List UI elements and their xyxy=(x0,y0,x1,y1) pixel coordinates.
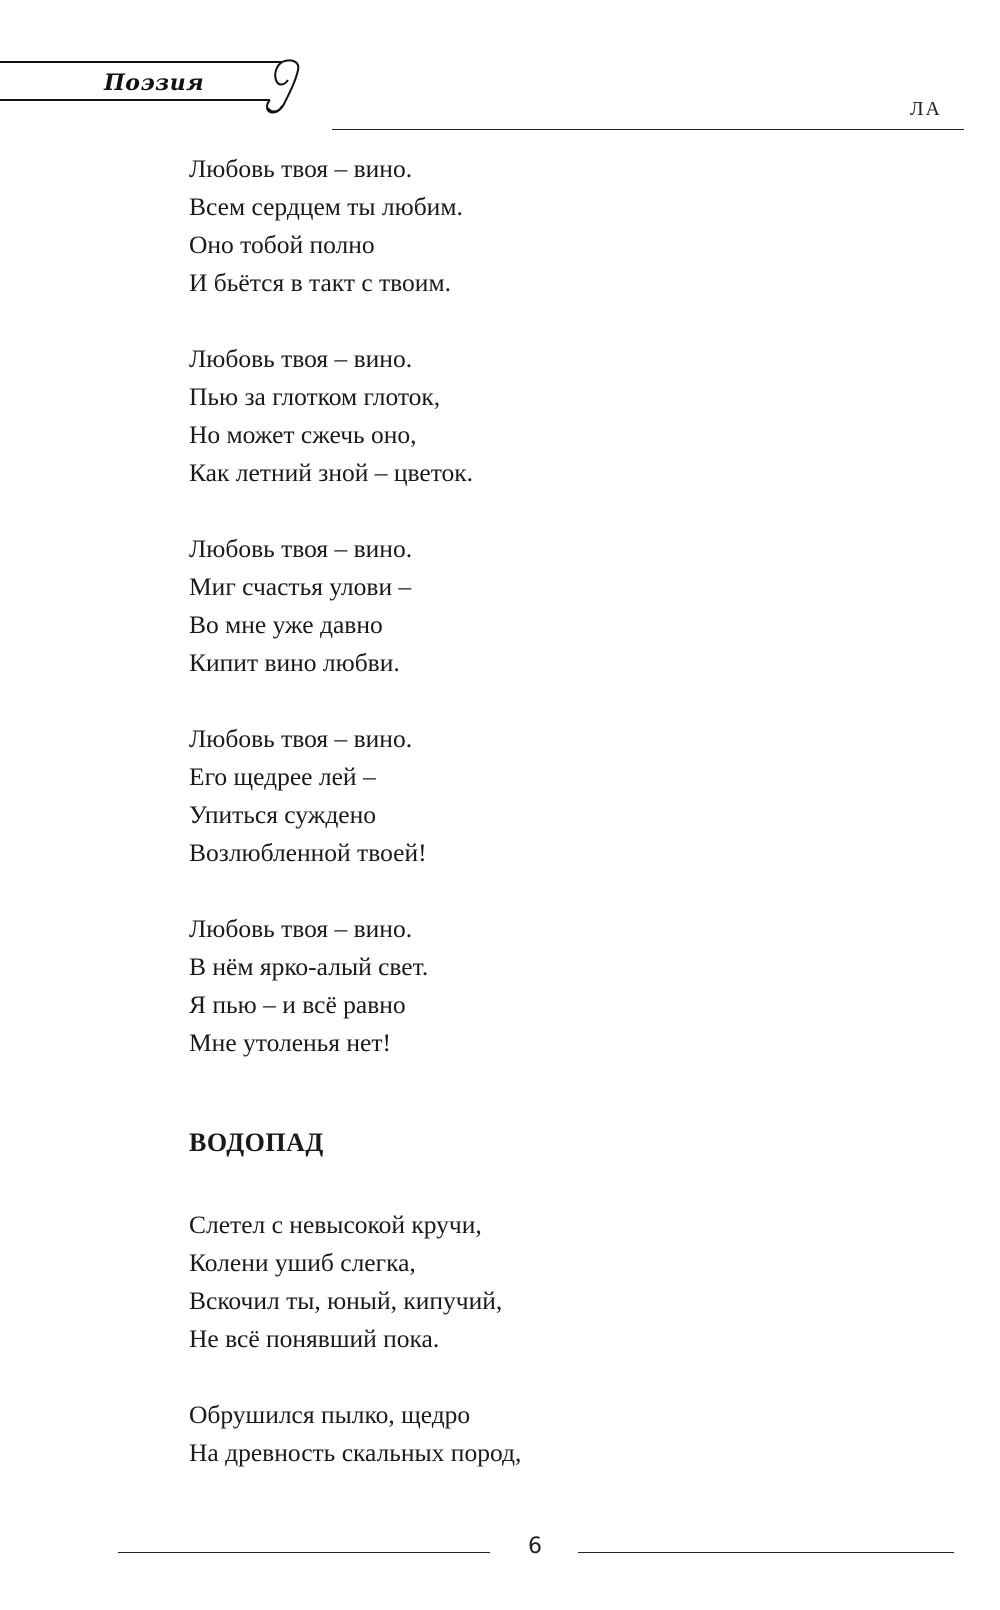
poem xyxy=(189,150,909,1062)
page-number: 6 xyxy=(528,1534,542,1559)
verse-line: Слетел с невысокой кручи, xyxy=(189,1210,482,1239)
verse-line: Пью за глотком глоток, xyxy=(189,382,441,411)
verse-line: Оно тобой полно xyxy=(189,230,375,259)
verse-line: Во мне уже давно xyxy=(189,610,383,639)
section-label: Поэзия xyxy=(104,70,205,96)
header-rule xyxy=(332,129,964,130)
verse-line: Любовь твоя – вино. xyxy=(189,154,413,183)
stanza xyxy=(189,720,909,872)
verse-line: Кипит вино любви. xyxy=(189,648,400,677)
stanza xyxy=(189,1206,909,1358)
page-content xyxy=(189,150,909,1510)
page-footer xyxy=(0,1530,1000,1570)
poem xyxy=(189,1124,909,1472)
verse-line: На древность скальных пород, xyxy=(189,1438,522,1467)
verse-line: Любовь твоя – вино. xyxy=(189,914,413,943)
verse-line: Но может сжечь оно, xyxy=(189,420,417,449)
stanza xyxy=(189,530,909,682)
verse-line: И бьётся в такт с твоим. xyxy=(189,268,451,297)
verse-line: Миг счастья улови – xyxy=(189,572,412,601)
verse-line: Любовь твоя – вино. xyxy=(189,344,413,373)
verse-line: Любовь твоя – вино. xyxy=(189,724,413,753)
verse-line: Возлюбленной твоей! xyxy=(189,838,427,867)
verse-line: В нём ярко-алый свет. xyxy=(189,952,429,981)
verse-line: Упиться суждено xyxy=(189,800,377,829)
stanza xyxy=(189,150,909,302)
page-header xyxy=(0,0,1000,140)
verse-line: Мне утоленья нет! xyxy=(189,1028,392,1057)
verse-line: Любовь твоя – вино. xyxy=(189,534,413,563)
stanza xyxy=(189,910,909,1062)
verse-line: Вскочил ты, юный, кипучий, xyxy=(189,1286,503,1315)
verse-line: Я пью – и всё равно xyxy=(189,990,406,1019)
footer-rule-left xyxy=(118,1552,490,1553)
stanza xyxy=(189,1396,909,1472)
verse-line: Не всё понявший пока. xyxy=(189,1324,440,1353)
stanza xyxy=(189,340,909,492)
poem-title: ВОДОПАД xyxy=(189,1128,324,1157)
footer-rule-right xyxy=(578,1552,954,1553)
verse-line: Его щедрее лей – xyxy=(189,762,376,791)
running-head: ЛА xyxy=(909,98,942,120)
verse-line: Как летний зной – цветок. xyxy=(189,458,474,487)
verse-line: Колени ушиб слегка, xyxy=(189,1248,416,1277)
verse-line: Обрушился пылко, щедро xyxy=(189,1400,471,1429)
verse-line: Всем сердцем ты любим. xyxy=(189,192,463,221)
